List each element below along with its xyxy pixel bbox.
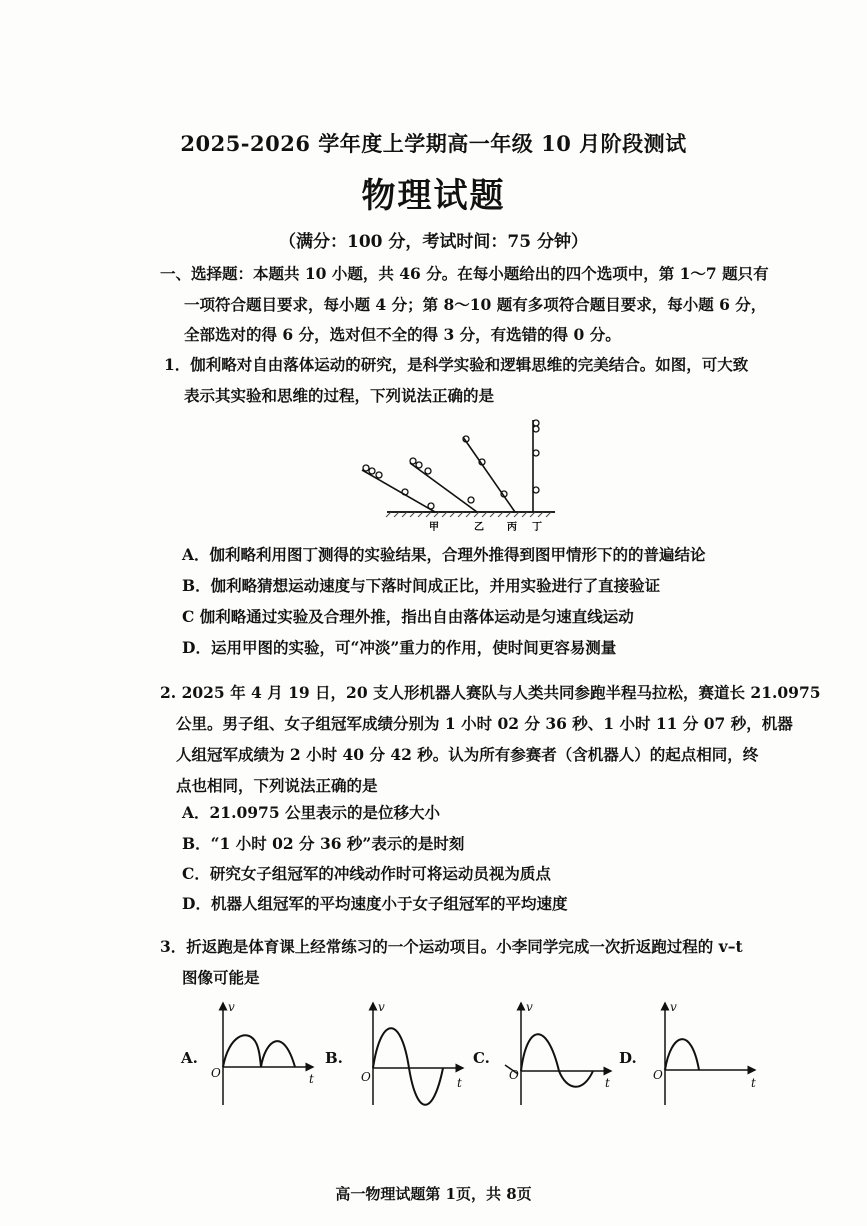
page-footer: 高一物理试题第 1页，共 8页	[335, 1185, 532, 1203]
q1-stem-line: 1．伽利略对自由落体运动的研究，是科学实验和逻辑思维的完美结合。如图，可大致	[164, 355, 749, 374]
section-instructions-line: 全部选对的得 6 分，选对但不全的得 3 分，有选错的得 0 分。	[184, 325, 621, 344]
exam-meta: （满分：100 分，考试时间：75 分钟）	[279, 232, 588, 252]
graph-d-origin: O	[653, 1068, 663, 1082]
graph-d-label: D.	[619, 1049, 637, 1067]
graph-c-curve	[521, 1034, 593, 1087]
subject-title: 物理试题	[361, 176, 506, 216]
q1-option-b: B．伽利略猜想运动速度与下落时间成正比，并用实验进行了直接验证	[182, 576, 661, 595]
q3-stem-line: 3．折返跑是体育课上经常练习的一个运动项目。小李同学完成一次折返跑过程的 v–t	[160, 937, 743, 956]
graph-a-curve	[223, 1035, 295, 1067]
q1-option-a: A．伽利略利用图丁测得的实验结果，合理外推得到图甲情形下的的普遍结论	[182, 545, 706, 564]
balls	[363, 420, 539, 509]
graph-d-t-label: t	[751, 1076, 756, 1090]
q2-stem-line: 人组冠军成绩为 2 小时 40 分 42 秒。认为所有参赛者（含机器人）的起点相同，终	[176, 745, 759, 764]
q3-stem-line: 图像可能是	[182, 968, 260, 987]
graph-a-t-label: t	[309, 1072, 314, 1086]
graph-a-label: A.	[181, 1049, 198, 1067]
incline-jia	[362, 470, 435, 512]
q1-option-c: C 伽利略通过实验及合理外推，指出自由落体运动是匀速直线运动	[182, 607, 634, 626]
exam-title: 2025-2026 学年度上学期高一年级 10 月阶段测试	[180, 131, 687, 156]
fig-label-ding: 丁	[532, 522, 542, 533]
graph-c-label: C.	[473, 1049, 490, 1067]
section-instructions-line: 一项符合题目要求，每小题 4 分；第 8～10 题有多项符合题目要求，每小题 6 分，	[184, 295, 767, 314]
q2-option-c: C．研究女子组冠军的冲线动作时可将运动员视为质点	[182, 864, 551, 883]
incline-yi	[410, 463, 477, 512]
section-instructions-line: 一、选择题：本题共 10 小题，共 46 分。在每小题给出的四个选项中，第 1～7 题只有	[160, 264, 769, 283]
q2-stem-line: 2. 2025 年 4 月 19 日，20 支人形机器人赛队与人类共同参跑半程马拉松，赛道长 21.0975	[160, 683, 821, 702]
fig-label-bing: 丙	[507, 522, 517, 533]
graph-d-v-label: v	[670, 1000, 677, 1014]
graph-d-curve	[665, 1039, 699, 1070]
q1-stem-line: 表示其实验和思维的过程，下列说法正确的是	[184, 386, 495, 405]
graph-c-t-label: t	[605, 1076, 610, 1090]
graph-c-v-label: v	[526, 1000, 533, 1014]
q3-vt-graphs	[175, 995, 775, 1115]
q2-option-d: D．机器人组冠军的平均速度小于女子组冠军的平均速度	[182, 894, 568, 913]
graph-b-v-label: v	[378, 1000, 385, 1014]
fig-label-jia: 甲	[429, 522, 439, 533]
graph-b-t-label: t	[457, 1076, 462, 1090]
graph-b-label: B.	[325, 1049, 343, 1067]
q2-stem-line: 公里。男子组、女子组冠军成绩分别为 1 小时 02 分 36 秒、1 小时 11 分 07 秒，机器	[176, 714, 793, 733]
graph-b-origin: O	[361, 1070, 371, 1084]
graph-a-v-label: v	[228, 1000, 235, 1014]
q1-incline-figure	[355, 415, 555, 533]
q2-option-b: B．“1 小时 02 分 36 秒”表示的是时刻	[182, 834, 465, 853]
graph-b-curve	[373, 1028, 443, 1105]
graph-a-origin: O	[211, 1066, 221, 1080]
q2-option-a: A．21.0975 公里表示的是位移大小	[182, 803, 441, 822]
fig-label-yi: 乙	[474, 522, 484, 533]
q2-stem-line: 点也相同，下列说法正确的是	[176, 776, 378, 795]
incline-bing	[463, 437, 515, 512]
graph-c-origin: O	[509, 1068, 519, 1082]
q1-option-d: D．运用甲图的实验，可“冲淡”重力的作用，使时间更容易测量	[182, 638, 617, 657]
